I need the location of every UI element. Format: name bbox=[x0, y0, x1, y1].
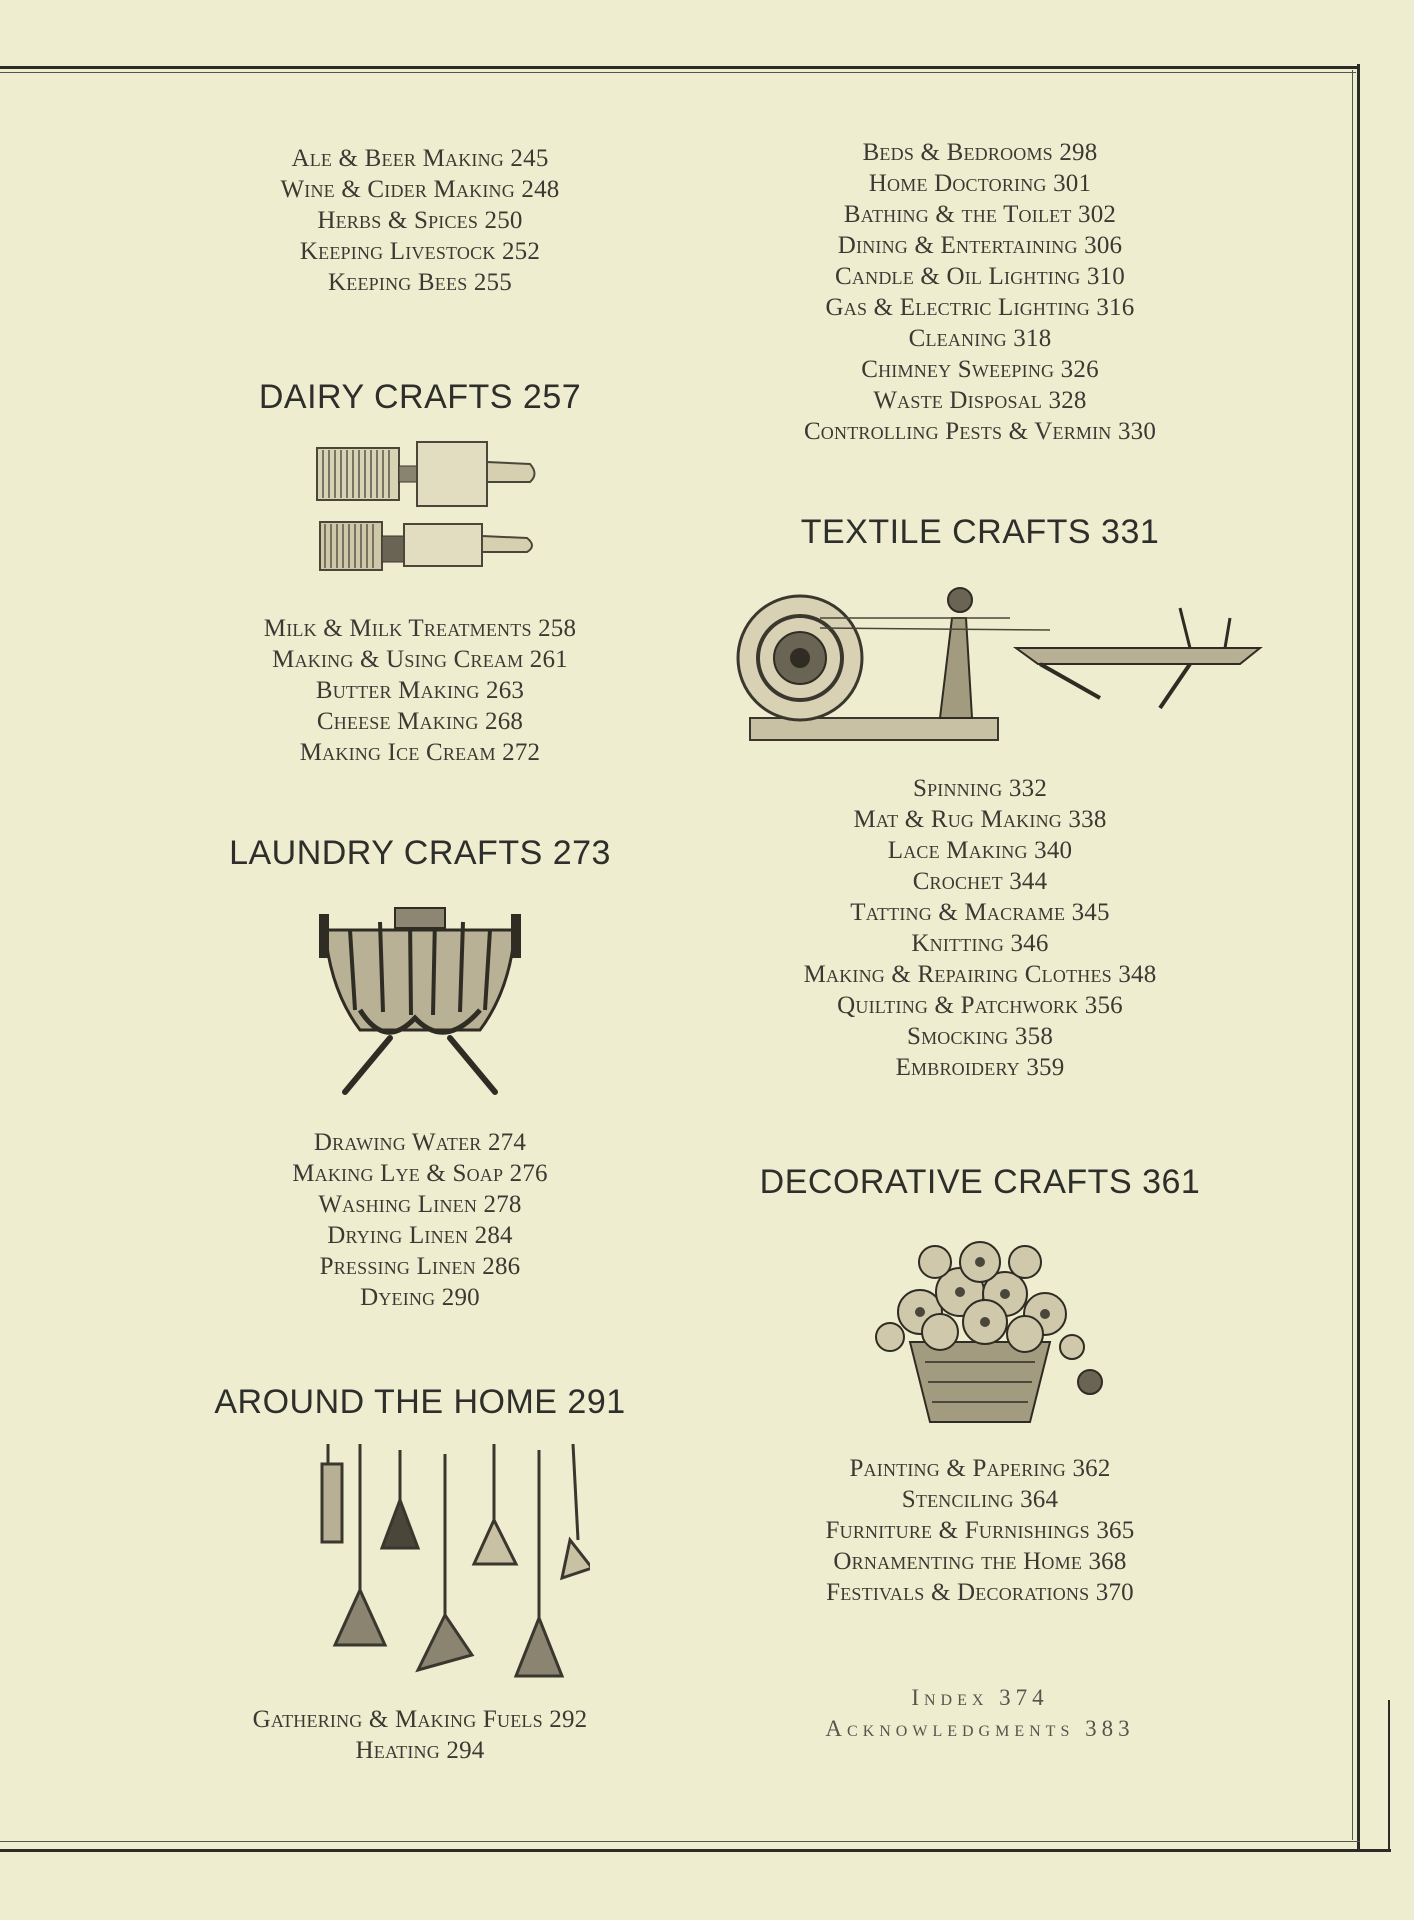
left-top-list bbox=[160, 143, 680, 298]
laundry-section bbox=[160, 834, 680, 873]
toc-entry[interactable]: Making Ice Cream 272 bbox=[299, 739, 541, 766]
toc-entry[interactable]: Candle & Oil Lighting 310 bbox=[835, 263, 1125, 290]
section-heading-decorative[interactable]: DECORATIVE CRAFTS 361 bbox=[759, 1163, 1201, 1201]
section-heading-laundry[interactable]: LAUNDRY CRAFTS 273 bbox=[229, 834, 611, 872]
toc-entry[interactable]: Festivals & Decorations 370 bbox=[826, 1579, 1134, 1606]
flower-basket-illustration bbox=[720, 1222, 1240, 1432]
toc-entry[interactable]: Crochet 344 bbox=[912, 868, 1048, 895]
toc-entry[interactable]: Tatting & Macrame 345 bbox=[850, 899, 1110, 926]
toc-entry[interactable]: Cheese Making 268 bbox=[316, 708, 524, 735]
home-section bbox=[160, 1383, 680, 1422]
toc-entry[interactable]: Making & Repairing Clothes 348 bbox=[803, 961, 1157, 988]
spinning-wheel-illustration bbox=[720, 578, 1240, 758]
toc-entry[interactable]: Drawing Water 274 bbox=[313, 1129, 527, 1156]
toc-entry[interactable]: Ornamenting the Home 368 bbox=[833, 1548, 1127, 1575]
home-list bbox=[160, 1704, 680, 1766]
decorative-section bbox=[720, 1163, 1240, 1202]
frame-bottom-inner-rule bbox=[0, 1841, 1360, 1842]
toc-entry[interactable]: Pressing Linen 286 bbox=[319, 1253, 521, 1280]
frame-top-rule bbox=[0, 66, 1360, 69]
frame-outer-right-rule bbox=[1388, 1700, 1390, 1850]
toc-entry[interactable]: Knitting 346 bbox=[911, 930, 1049, 957]
right-top-list bbox=[720, 137, 1240, 447]
frame-right-rule bbox=[1357, 64, 1360, 1850]
toc-entry[interactable]: Spinning 332 bbox=[912, 775, 1048, 802]
toc-entry[interactable]: Milk & Milk Treatments 258 bbox=[263, 615, 577, 642]
laundry-list bbox=[160, 1127, 680, 1313]
toc-entry[interactable]: Gathering & Making Fuels 292 bbox=[252, 1706, 588, 1733]
butter-paddles-illustration bbox=[160, 440, 680, 575]
toc-entry[interactable]: Wine & Cider Making 248 bbox=[280, 176, 560, 203]
toc-entry-acknowledgments[interactable]: Acknowledgments 383 bbox=[825, 1716, 1135, 1741]
frame-right-inner-rule bbox=[1352, 70, 1353, 1840]
toc-entry[interactable]: Home Doctoring 301 bbox=[868, 170, 1092, 197]
toc-entry[interactable]: Washing Linen 278 bbox=[318, 1191, 522, 1218]
toc-entry[interactable]: Furniture & Furnishings 365 bbox=[825, 1517, 1135, 1544]
textile-section bbox=[720, 513, 1240, 552]
toc-entry[interactable]: Quilting & Patchwork 356 bbox=[837, 992, 1123, 1019]
toc-entry[interactable]: Beds & Bedrooms 298 bbox=[862, 139, 1098, 166]
toc-entry[interactable]: Bathing & the Toilet 302 bbox=[843, 201, 1117, 228]
toc-entry[interactable]: Heating 294 bbox=[355, 1737, 485, 1764]
toc-entry[interactable]: Cleaning 318 bbox=[908, 325, 1052, 352]
end-matter-list bbox=[720, 1682, 1240, 1744]
toc-entry[interactable]: Ale & Beer Making 245 bbox=[291, 145, 549, 172]
toc-entry[interactable]: Painting & Papering 362 bbox=[849, 1455, 1111, 1482]
toc-entry-index[interactable]: Index 374 bbox=[911, 1685, 1049, 1710]
frame-top-inner-rule bbox=[0, 72, 1356, 73]
toc-entry[interactable]: Mat & Rug Making 338 bbox=[853, 806, 1107, 833]
section-heading-dairy[interactable]: DAIRY CRAFTS 257 bbox=[258, 378, 582, 416]
toc-entry[interactable]: Chimney Sweeping 326 bbox=[861, 356, 1099, 383]
brooms-illustration bbox=[160, 1440, 680, 1690]
toc-entry[interactable]: Embroidery 359 bbox=[895, 1054, 1065, 1081]
toc-entry[interactable]: Dyeing 290 bbox=[360, 1284, 480, 1311]
toc-entry[interactable]: Waste Disposal 328 bbox=[873, 387, 1087, 414]
frame-bottom-rule bbox=[0, 1849, 1391, 1852]
section-heading-home[interactable]: AROUND THE HOME 291 bbox=[214, 1383, 626, 1421]
decorative-list bbox=[720, 1453, 1240, 1608]
toc-entry[interactable]: Making Lye & Soap 276 bbox=[292, 1160, 548, 1187]
section-heading-textile[interactable]: TEXTILE CRAFTS 331 bbox=[800, 513, 1160, 551]
toc-entry[interactable]: Smocking 358 bbox=[906, 1023, 1054, 1050]
toc-entry[interactable]: Making & Using Cream 261 bbox=[272, 646, 568, 673]
toc-entry[interactable]: Gas & Electric Lighting 316 bbox=[825, 294, 1135, 321]
toc-entry[interactable]: Controlling Pests & Vermin 330 bbox=[803, 418, 1157, 445]
textile-list bbox=[720, 773, 1240, 1083]
toc-entry[interactable]: Lace Making 340 bbox=[887, 837, 1073, 864]
toc-entry[interactable]: Herbs & Spices 250 bbox=[317, 207, 523, 234]
toc-entry[interactable]: Butter Making 263 bbox=[315, 677, 525, 704]
dairy-list bbox=[160, 613, 680, 768]
dairy-section bbox=[160, 378, 680, 417]
toc-entry[interactable]: Dining & Entertaining 306 bbox=[837, 232, 1123, 259]
toc-entry[interactable]: Keeping Bees 255 bbox=[328, 269, 512, 296]
toc-entry[interactable]: Stenciling 364 bbox=[901, 1486, 1059, 1513]
toc-entry[interactable]: Keeping Livestock 252 bbox=[299, 238, 541, 265]
washboard-illustration bbox=[160, 900, 680, 1100]
toc-entry[interactable]: Drying Linen 284 bbox=[327, 1222, 513, 1249]
